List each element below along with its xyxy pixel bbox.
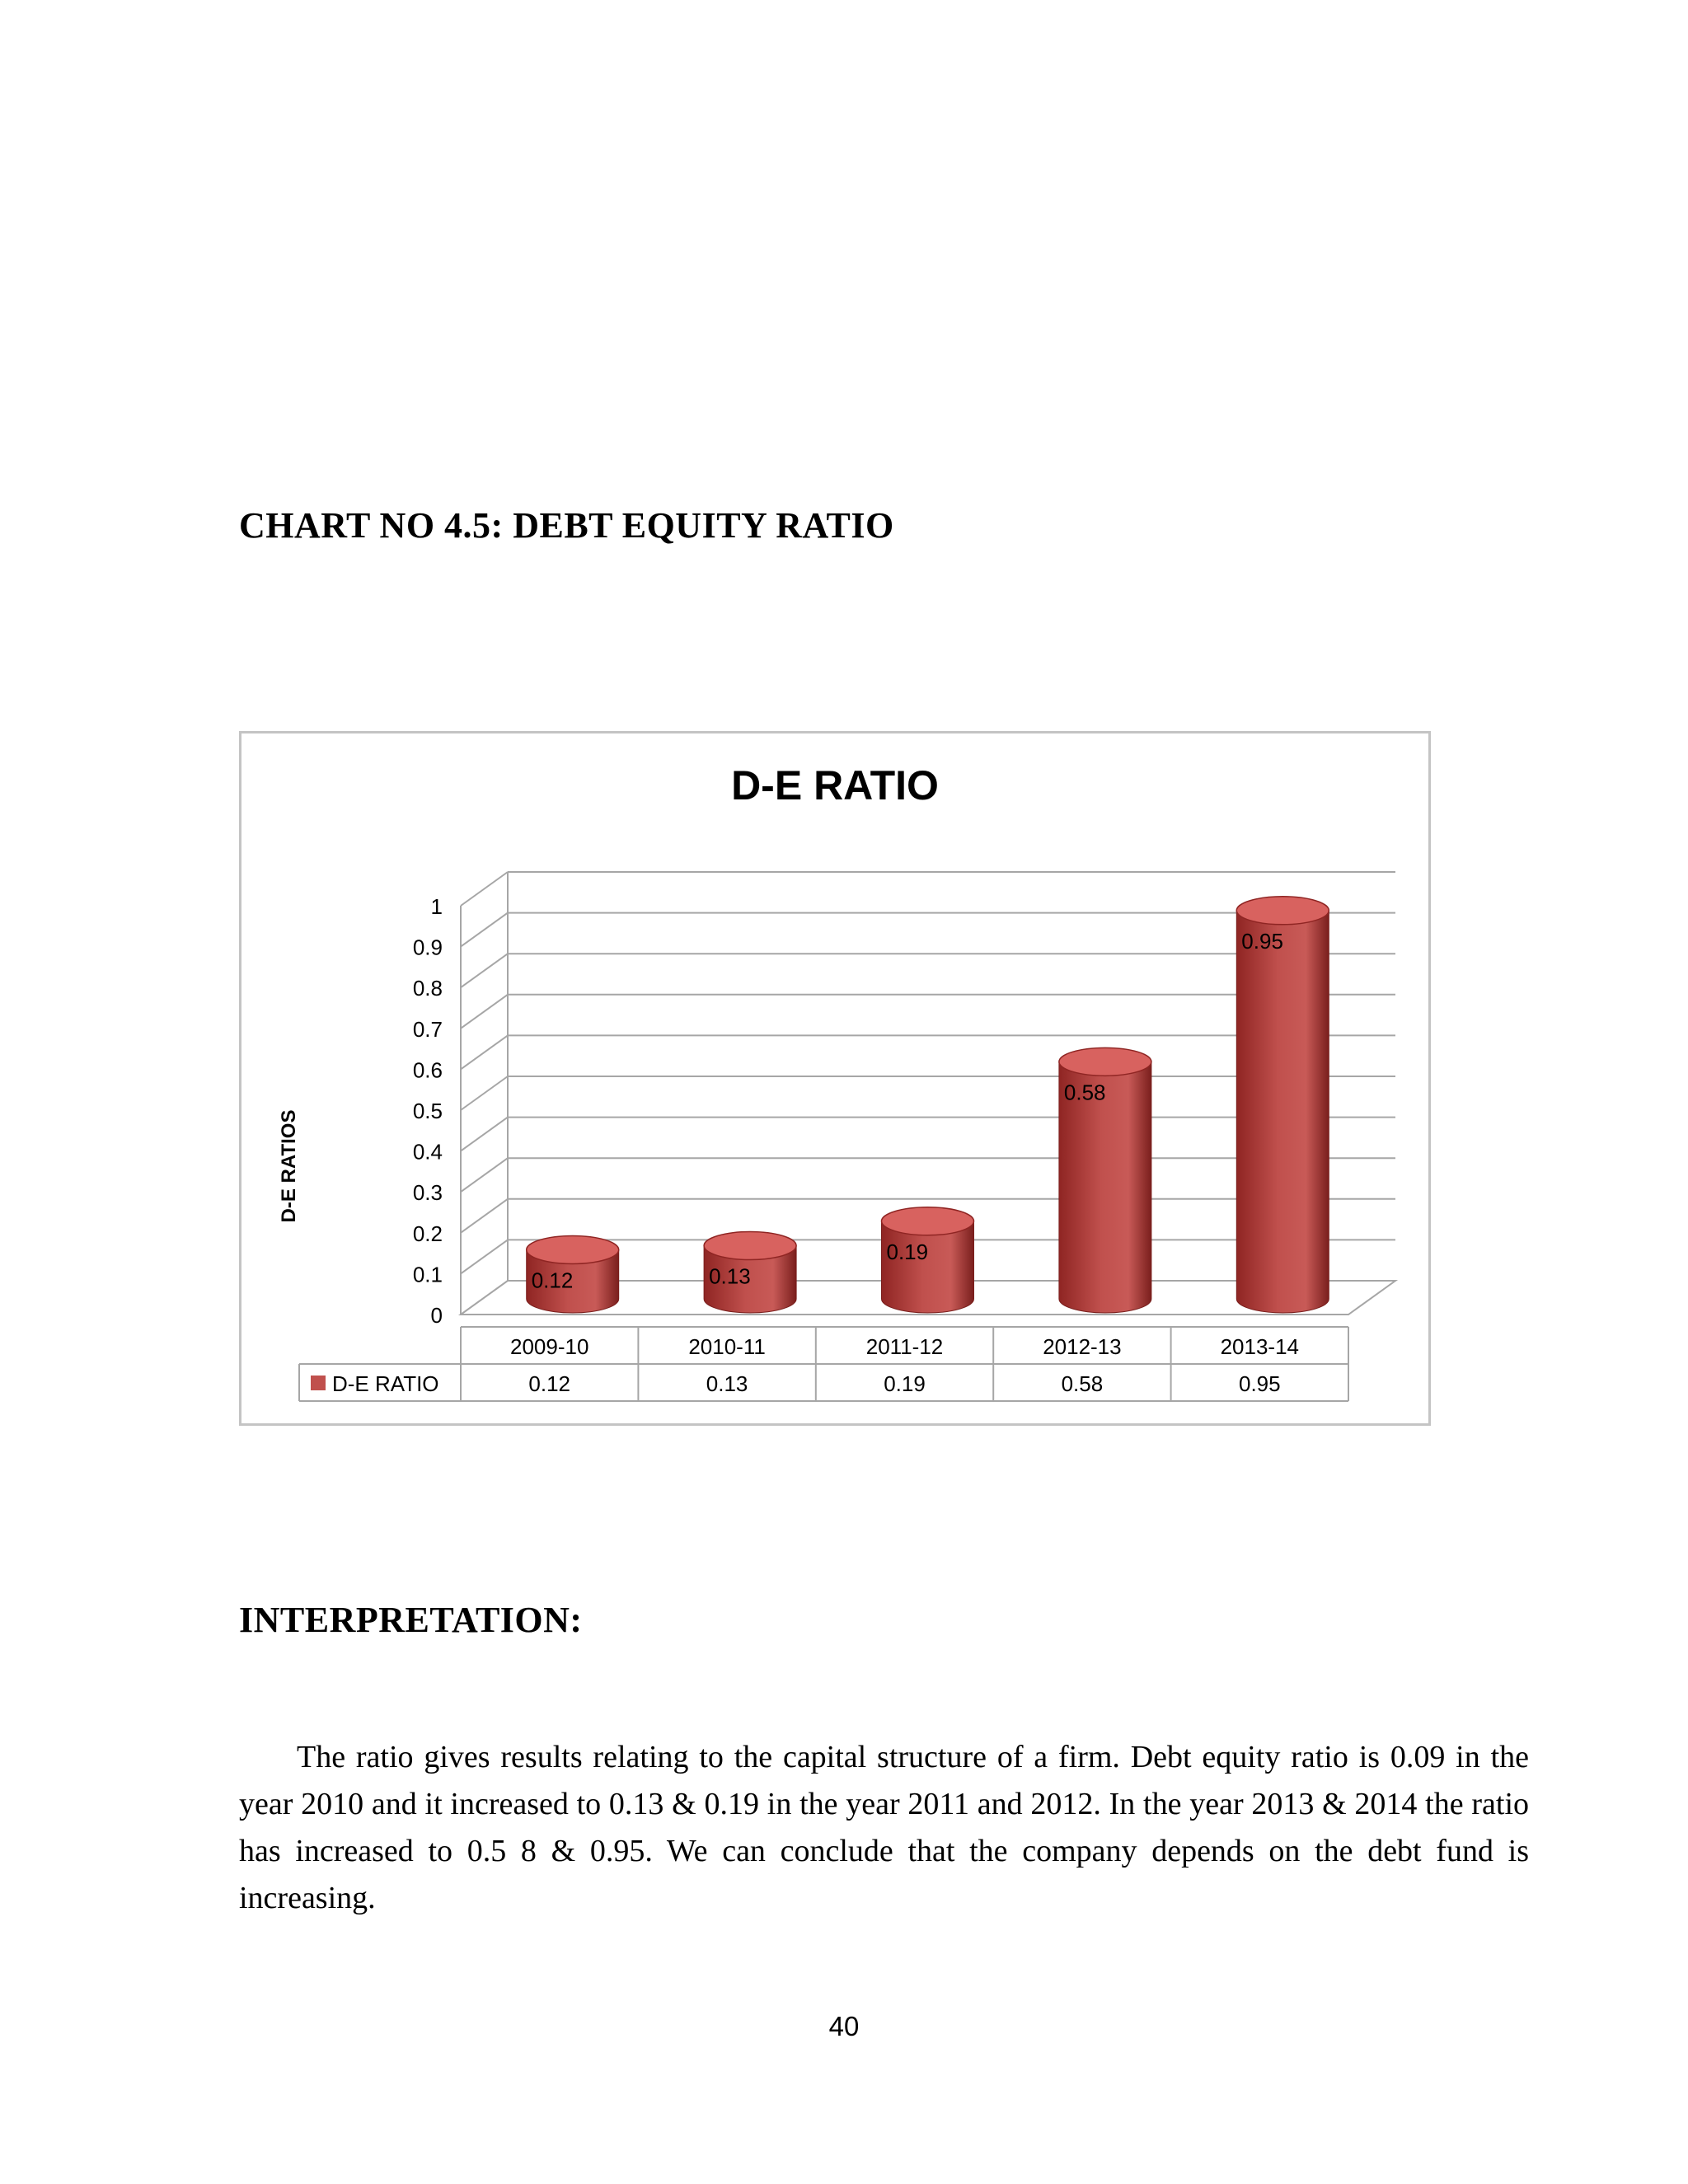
interpretation-paragraph: The ratio gives results relating to the capital structure of a firm. Debt equity ratio is 0.09 in the year 2010 and it increased to 0.13 & 0.19 in the year 2011 and 2012. In the year 2013 & 2014 the ratio has increased to 0.5 8 & 0.95. We can conclude that the company depends on the debt fund is increasing. (239, 1740, 1529, 1915)
table-category: 2012-13 (1043, 1334, 1122, 1359)
y-tick-label: 0 (430, 1303, 443, 1328)
chart-title: D-E RATIO (731, 762, 939, 808)
data-label: 0.19 (886, 1239, 929, 1264)
bar-top (704, 1232, 796, 1260)
gridline-side (461, 1118, 508, 1151)
y-tick-label: 0.1 (412, 1262, 443, 1287)
gridline-side (461, 872, 508, 906)
gridline-side (461, 913, 508, 947)
de-ratio-chart (241, 733, 1428, 1423)
y-tick-label: 0.8 (412, 976, 443, 1001)
bar-top (1059, 1047, 1151, 1076)
table-category: 2010-11 (688, 1334, 766, 1359)
gridline-side (461, 995, 508, 1029)
gridline-side (461, 1240, 508, 1273)
y-tick-label: 0.4 (412, 1139, 443, 1165)
chart-frame (239, 731, 1431, 1426)
table-category: 2011-12 (865, 1334, 944, 1359)
bar-top (882, 1207, 974, 1235)
interpretation-heading: INTERPRETATION: (239, 1600, 583, 1640)
data-label: 0.13 (709, 1263, 751, 1289)
bar-2013-14 (1236, 911, 1329, 1313)
gridline-side (461, 1199, 508, 1233)
chart-heading: CHART NO 4.5: DEBT EQUITY RATIO (239, 505, 894, 546)
y-tick-label: 0.5 (412, 1099, 443, 1123)
y-tick-label: 0.3 (412, 1180, 443, 1206)
table-value: 0.13 (706, 1371, 748, 1396)
table-category: 2013-14 (1220, 1334, 1300, 1359)
table-value: 0.58 (1061, 1371, 1104, 1396)
data-label: 0.58 (1063, 1080, 1106, 1105)
y-tick-label: 0.6 (412, 1057, 443, 1083)
y-tick-label: 0.2 (412, 1221, 443, 1246)
y-tick-label: 0.9 (412, 935, 443, 960)
table-value: 0.12 (528, 1371, 571, 1396)
gridline-side (461, 1035, 508, 1069)
table-value: 0.19 (884, 1371, 926, 1396)
y-axis-label: D-E RATIOS (278, 1109, 300, 1223)
data-label: 0.12 (531, 1268, 574, 1293)
table-value: 0.95 (1238, 1371, 1281, 1396)
page-number: 40 (828, 2011, 860, 2041)
bar-top (1236, 897, 1329, 925)
y-tick-label: 0.7 (412, 1016, 443, 1042)
legend-swatch (311, 1376, 326, 1390)
legend-series-name: D-E RATIO (332, 1371, 439, 1396)
gridline-side (461, 1158, 508, 1192)
y-tick-label: 1 (430, 894, 443, 919)
gridline-side (461, 1076, 508, 1110)
gridline-side (461, 954, 508, 987)
data-label: 0.95 (1241, 928, 1283, 954)
table-category: 2009-10 (509, 1334, 589, 1359)
bar-top (527, 1235, 619, 1263)
